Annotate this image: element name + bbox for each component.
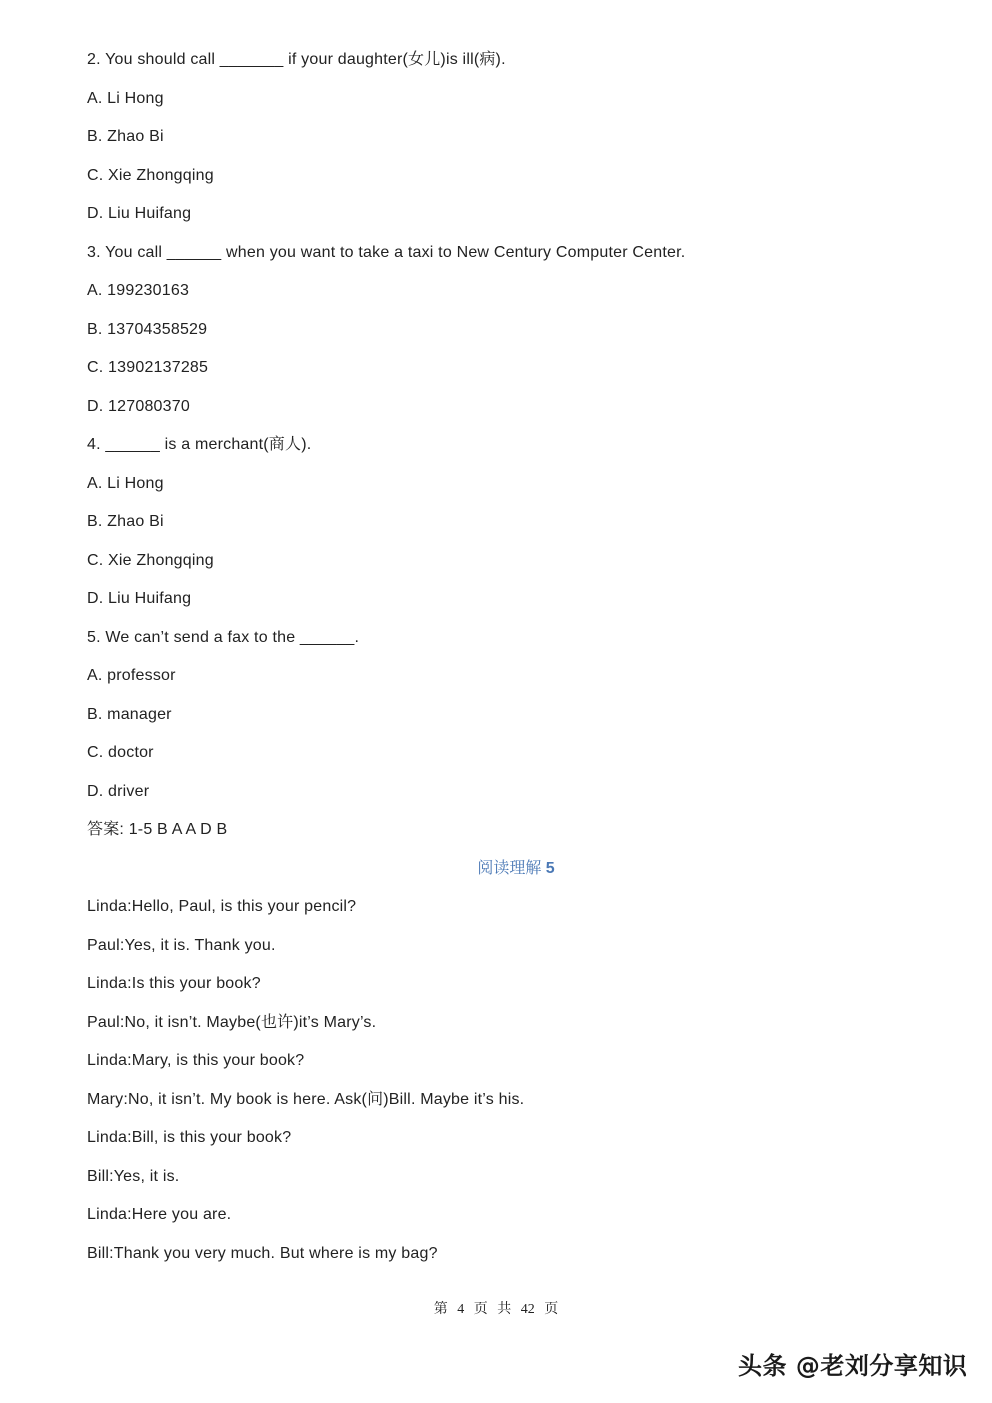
dialogue-line: Linda:Hello, Paul, is this your pencil?	[87, 898, 357, 915]
dialogue-line: Linda:Here you are.	[87, 1206, 232, 1223]
question-2-option-b: B. Zhao Bi	[87, 128, 164, 145]
page-number-footer: 第 4 页 共 42 页	[433, 1302, 559, 1317]
dialogue-line: Bill:Yes, it is.	[87, 1168, 180, 1185]
question-4-option-d: D. Liu Huifang	[87, 590, 192, 607]
dialogue-line: Paul:Yes, it is. Thank you.	[87, 937, 276, 954]
question-3-option-d: D. 127080370	[87, 398, 190, 415]
question-3-option-b: B. 13704358529	[87, 321, 208, 338]
dialogue-line: Linda:Bill, is this your book?	[87, 1129, 292, 1146]
answer-key: 答案: 1-5 B A A D B	[87, 821, 228, 838]
question-2-option-d: D. Liu Huifang	[87, 205, 192, 222]
question-2-stem: 2. You should call _______ if your daughter(女儿)is ill(病).	[87, 51, 506, 68]
question-2-option-a: A. Li Hong	[87, 90, 164, 107]
watermark: 头条 @老刘分享知识	[738, 1352, 968, 1380]
question-3-option-c: C. 13902137285	[87, 359, 209, 376]
section-heading	[0, 859, 992, 879]
question-4-option-b: B. Zhao Bi	[87, 513, 164, 530]
question-4-option-c: C. Xie Zhongqing	[87, 552, 214, 569]
section-heading-number: 5	[545, 860, 555, 877]
dialogue-line: Paul:No, it isn’t. Maybe(也许)it’s Mary’s.	[87, 1014, 377, 1031]
section-heading-text: 阅读理解	[477, 860, 542, 877]
question-2-option-c: C. Xie Zhongqing	[87, 167, 214, 184]
dialogue-line: Mary:No, it isn’t. My book is here. Ask(问)Bill. Maybe it’s his.	[87, 1091, 525, 1108]
question-5-option-b: B. manager	[87, 706, 172, 723]
question-3-stem: 3. You call ______ when you want to take a taxi to New Century Computer Center.	[87, 244, 686, 261]
question-5-option-c: C. doctor	[87, 744, 154, 761]
question-4-option-a: A. Li Hong	[87, 475, 164, 492]
question-5-option-a: A. professor	[87, 667, 176, 684]
question-3-option-a: A. 199230163	[87, 282, 190, 299]
dialogue-line: Linda:Is this your book?	[87, 975, 261, 992]
dialogue-line: Linda:Mary, is this your book?	[87, 1052, 305, 1069]
question-4-stem: 4. ______ is a merchant(商人).	[87, 436, 312, 453]
question-5-option-d: D. driver	[87, 783, 150, 800]
question-5-stem: 5. We can’t send a fax to the ______.	[87, 629, 360, 646]
dialogue-line: Bill:Thank you very much. But where is my bag?	[87, 1245, 438, 1262]
